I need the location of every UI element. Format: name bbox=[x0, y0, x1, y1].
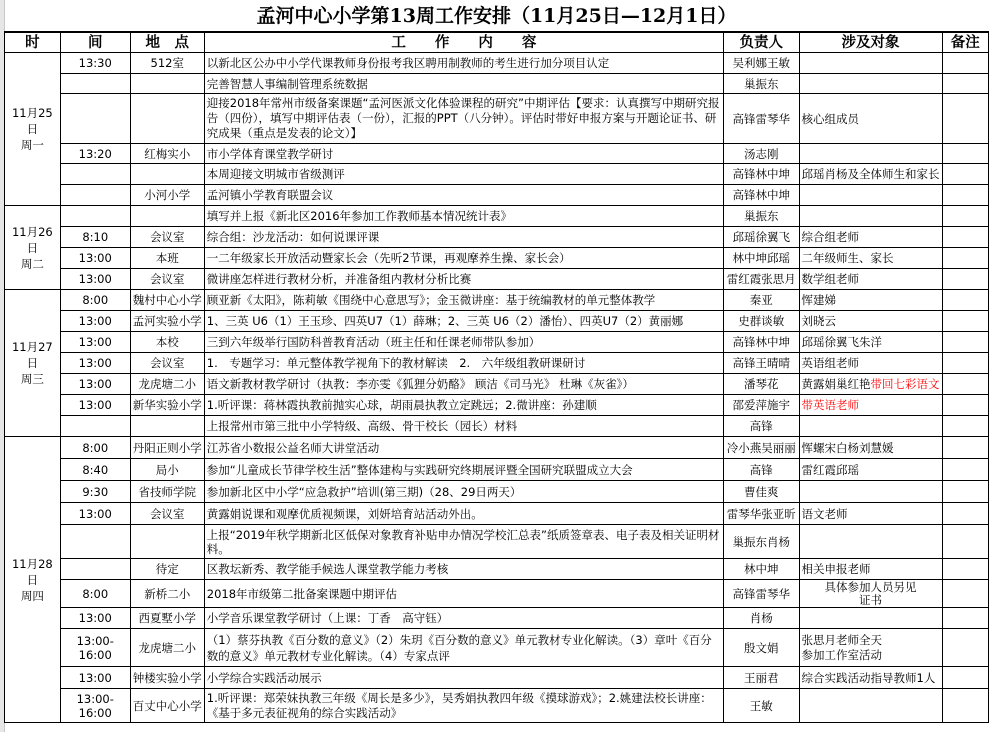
cell-person[interactable]: 林中坤 bbox=[723, 559, 799, 580]
cell-target-text: 黄露娟巢红艳 bbox=[801, 377, 871, 391]
cell-place[interactable] bbox=[130, 416, 204, 437]
day-date: 11月25日 bbox=[11, 106, 53, 136]
cell-note[interactable] bbox=[942, 525, 988, 559]
cell-content[interactable]: 语文新教材教学研讨（执教：李亦雯《狐狸分奶酪》 顾洁《司马光》 杜琳《灰雀》） bbox=[204, 374, 723, 395]
day-weekday: 周四 bbox=[20, 588, 44, 603]
cell-person[interactable]: 高锋 bbox=[723, 416, 799, 437]
cell-note[interactable] bbox=[942, 206, 988, 227]
cell-person[interactable]: 高锋林中坤 bbox=[723, 185, 799, 206]
day-date: 11月28日 bbox=[11, 556, 53, 587]
cell-time[interactable]: 8:00 bbox=[60, 437, 130, 459]
cell-time[interactable] bbox=[60, 164, 130, 185]
cell-target[interactable]: 综合组老师 bbox=[799, 227, 942, 248]
cell-place[interactable]: 会议室 bbox=[130, 227, 204, 248]
cell-time[interactable]: 13:00 bbox=[60, 608, 130, 629]
cell-time[interactable] bbox=[60, 525, 130, 559]
table-row bbox=[5, 227, 989, 248]
cell-content[interactable]: 2018年市级第二批备案课题中期评估 bbox=[204, 580, 723, 608]
cell-content[interactable]: 市小学体育课堂教学研讨 bbox=[204, 144, 723, 164]
cell-note[interactable] bbox=[942, 395, 988, 416]
cell-note[interactable] bbox=[942, 53, 988, 74]
cell-content[interactable]: 小学综合实践活动展示 bbox=[204, 667, 723, 689]
cell-time[interactable]: 8:40 bbox=[60, 459, 130, 481]
cell-target[interactable]: 相关申报老师 bbox=[799, 559, 942, 580]
cell-person[interactable]: 高锋林中坤 bbox=[723, 164, 799, 185]
cell-place[interactable]: 本班 bbox=[130, 248, 204, 269]
day-weekday: 周二 bbox=[20, 256, 44, 271]
cell-time[interactable]: 13:20 bbox=[60, 144, 130, 164]
cell-content[interactable]: 1、三英 U6（1）王玉珍、四英U7（1）薛琳；2、三英 U6（2）潘怡）、四英U7（2）黄丽娜 bbox=[204, 311, 723, 332]
cell-note[interactable] bbox=[942, 416, 988, 437]
header-time-1[interactable]: 时 bbox=[5, 33, 61, 53]
cell-note[interactable] bbox=[942, 164, 988, 185]
table-row bbox=[5, 206, 989, 227]
table-row bbox=[5, 481, 989, 503]
cell-target[interactable]: 恽螺宋白杨刘慧媛 bbox=[799, 437, 942, 459]
cell-place[interactable]: 新桥二小 bbox=[130, 580, 204, 608]
cell-place[interactable]: 钟楼实验小学 bbox=[130, 667, 204, 689]
cell-note[interactable] bbox=[942, 559, 988, 580]
cell-time[interactable] bbox=[60, 74, 130, 94]
cell-content[interactable]: 江苏省小数报公益名师大讲堂活动 bbox=[204, 437, 723, 459]
cell-content[interactable]: 顾亚新《太阳》，陈莉敏《围绕中心意思写》；金玉微讲座：基于统编教材的单元整体教学 bbox=[204, 290, 723, 311]
table-row bbox=[5, 459, 989, 481]
cell-place[interactable]: 新华实验小学 bbox=[130, 395, 204, 416]
cell-person[interactable]: 潘琴花 bbox=[723, 374, 799, 395]
header-row bbox=[5, 33, 989, 53]
cell-place[interactable]: 本校 bbox=[130, 332, 204, 353]
cell-time[interactable]: 8:00 bbox=[60, 580, 130, 608]
cell-place[interactable]: 龙虎塘二小 bbox=[130, 374, 204, 395]
cell-time[interactable] bbox=[60, 559, 130, 580]
cell-time[interactable]: 9:30 bbox=[60, 481, 130, 503]
table-row bbox=[5, 248, 989, 269]
cell-note[interactable] bbox=[942, 667, 988, 689]
table-row bbox=[5, 164, 989, 185]
cell-person[interactable]: 王丽君 bbox=[723, 667, 799, 689]
cell-target[interactable] bbox=[799, 374, 942, 395]
cell-content[interactable]: 迎接2018年常州市级备案课题“孟河医派文化体验课程的研究”中期评估【要求：认真撰写中期研究报告（四份），填写中期评估表（一份），汇报的PPT（八分钟）。评估时带好申报方案与开题论证书、研究成果（重点是发表的论文）】 bbox=[204, 94, 723, 144]
cell-target[interactable] bbox=[799, 416, 942, 437]
cell-person[interactable]: 雷琴华张亚昕 bbox=[723, 503, 799, 525]
cell-target[interactable] bbox=[799, 53, 942, 74]
cell-time[interactable]: 13:00 bbox=[60, 248, 130, 269]
day-cell-tuesday[interactable] bbox=[5, 206, 61, 290]
cell-time[interactable]: 13:00- 16:00 bbox=[60, 629, 130, 667]
table-row bbox=[5, 395, 989, 416]
cell-target[interactable] bbox=[799, 525, 942, 559]
cell-content[interactable]: 孟河镇小学教育联盟会议 bbox=[204, 185, 723, 206]
cell-content[interactable]: 1.听评课：郑荣妹执教三年级《周长是多少》，吴秀娟执教四年级《摸球游戏》；2.姚建法校长讲座：《基于多元表征视角的综合实践活动》 bbox=[204, 689, 723, 723]
cell-target[interactable]: 刘晓云 bbox=[799, 311, 942, 332]
cell-note[interactable] bbox=[942, 290, 988, 311]
cell-note[interactable] bbox=[942, 629, 988, 667]
cell-time[interactable]: 13:00- 16:00 bbox=[60, 689, 130, 723]
cell-time[interactable]: 13:00 bbox=[60, 395, 130, 416]
table-row bbox=[5, 437, 989, 459]
cell-note[interactable] bbox=[942, 74, 988, 94]
cell-note[interactable] bbox=[942, 437, 988, 459]
cell-person[interactable]: 高锋 bbox=[723, 459, 799, 481]
cell-content[interactable]: 区教坛新秀、教学能手候选人课堂教学能力考核 bbox=[204, 559, 723, 580]
cell-person[interactable]: 殷文娟 bbox=[723, 629, 799, 667]
cell-time[interactable]: 13:00 bbox=[60, 667, 130, 689]
table-row bbox=[5, 689, 989, 723]
cell-note[interactable] bbox=[942, 580, 988, 608]
day-weekday: 周一 bbox=[20, 138, 44, 152]
cell-target[interactable]: 数学组老师 bbox=[799, 269, 942, 290]
cell-place[interactable]: 局小 bbox=[130, 459, 204, 481]
cell-time[interactable] bbox=[60, 206, 130, 227]
cell-person[interactable]: 高锋林中坤 bbox=[723, 332, 799, 353]
cell-place[interactable]: 西夏墅小学 bbox=[130, 608, 204, 629]
table-row bbox=[5, 629, 989, 667]
cell-time[interactable]: 8:10 bbox=[60, 227, 130, 248]
cell-time[interactable] bbox=[60, 416, 130, 437]
cell-note[interactable] bbox=[942, 144, 988, 164]
cell-time[interactable]: 13:00 bbox=[60, 374, 130, 395]
cell-target[interactable] bbox=[799, 395, 942, 416]
cell-place[interactable]: 龙虎塘二小 bbox=[130, 629, 204, 667]
cell-place[interactable] bbox=[130, 164, 204, 185]
cell-target[interactable] bbox=[799, 185, 942, 206]
cell-target[interactable]: 雷红霞邱瑶 bbox=[799, 459, 942, 481]
cell-person[interactable]: 高锋雷琴华 bbox=[723, 580, 799, 608]
table-row bbox=[5, 525, 989, 559]
cell-target[interactable]: 语文老师 bbox=[799, 503, 942, 525]
cell-note[interactable] bbox=[942, 503, 988, 525]
cell-note[interactable] bbox=[942, 185, 988, 206]
day-date: 11月27日 bbox=[11, 340, 53, 370]
cell-place[interactable]: 会议室 bbox=[130, 503, 204, 525]
table-row bbox=[5, 580, 989, 608]
cell-target[interactable]: 具体参加人员另见 证书 bbox=[799, 580, 942, 608]
cell-person[interactable]: 雷红霞张思月 bbox=[723, 269, 799, 290]
table-row bbox=[5, 185, 989, 206]
table-row bbox=[5, 353, 989, 374]
cell-person[interactable]: 邵爱萍施宇 bbox=[723, 395, 799, 416]
cell-person[interactable]: 巢振东肖杨 bbox=[723, 525, 799, 559]
cell-content[interactable]: 小学音乐课堂教学研讨（上课：丁香 高守钰） bbox=[204, 608, 723, 629]
cell-time[interactable]: 13:00 bbox=[60, 269, 130, 290]
cell-time[interactable]: 8:00 bbox=[60, 290, 130, 311]
cell-note[interactable] bbox=[942, 374, 988, 395]
day-cell-wednesday[interactable] bbox=[5, 290, 61, 437]
cell-target[interactable] bbox=[799, 206, 942, 227]
cell-time[interactable] bbox=[60, 94, 130, 144]
cell-content[interactable]: 三到六年级举行国防科普教育活动（班主任和任课老师带队参加） bbox=[204, 332, 723, 353]
schedule-title: 孟河中心小学第13周工作安排（11月25日—12月1日） bbox=[4, 0, 989, 32]
cell-target[interactable]: 核心组成员 bbox=[799, 94, 942, 144]
cell-person[interactable]: 邱瑶徐翼飞 bbox=[723, 227, 799, 248]
cell-target-red-note: 带英语老师 bbox=[801, 398, 860, 412]
cell-content[interactable]: 填写并上报《新北区2016年参加工作教师基本情况统计表》 bbox=[204, 206, 723, 227]
cell-content[interactable]: 参加“儿童成长节律学校生活”整体建构与实践研究终期展评暨全国研究联盟成立大会 bbox=[204, 459, 723, 481]
cell-note[interactable] bbox=[942, 481, 988, 503]
cell-person[interactable]: 汤志刚 bbox=[723, 144, 799, 164]
cell-time[interactable]: 13:00 bbox=[60, 311, 130, 332]
cell-place[interactable]: 会议室 bbox=[130, 269, 204, 290]
cell-content[interactable]: 上报常州市第三批中小学特级、高级、骨干校长（园长）材料 bbox=[204, 416, 723, 437]
cell-time[interactable]: 13:00 bbox=[60, 332, 130, 353]
cell-target[interactable]: 邱瑶徐翼飞朱洋 bbox=[799, 332, 942, 353]
table-row bbox=[5, 559, 989, 580]
header-person[interactable]: 负责人 bbox=[723, 33, 799, 53]
cell-content[interactable]: 1. 专题学习：单元整体教学视角下的教材解读 2. 六年级组教研课研讨 bbox=[204, 353, 723, 374]
cell-content[interactable]: 黄露娟说课和观摩优质视频课，刘妍培育站活动外出。 bbox=[204, 503, 723, 525]
cell-place[interactable]: 待定 bbox=[130, 559, 204, 580]
table-row bbox=[5, 94, 989, 144]
table-row bbox=[5, 144, 989, 164]
header-place[interactable]: 地 点 bbox=[130, 33, 204, 53]
header-note[interactable]: 备注 bbox=[942, 33, 988, 53]
table-row bbox=[5, 667, 989, 689]
cell-target[interactable]: 英语组老师 bbox=[799, 353, 942, 374]
cell-place[interactable]: 丹阳正则小学 bbox=[130, 437, 204, 459]
cell-target[interactable] bbox=[799, 74, 942, 94]
cell-target[interactable]: 张思月老师全天 参加工作室活动 bbox=[799, 629, 942, 667]
table-row bbox=[5, 311, 989, 332]
cell-person[interactable]: 肖杨 bbox=[723, 608, 799, 629]
cell-content[interactable]: 本周迎接文明城市省级测评 bbox=[204, 164, 723, 185]
table-row bbox=[5, 290, 989, 311]
cell-note[interactable] bbox=[942, 459, 988, 481]
table-row bbox=[5, 416, 989, 437]
cell-person[interactable]: 高锋雷琴华 bbox=[723, 94, 799, 144]
cell-target[interactable] bbox=[799, 689, 942, 723]
cell-target[interactable]: 邱瑶肖杨及全体师生和家长 bbox=[799, 164, 942, 185]
cell-target-red-note: 带回七彩语文 bbox=[870, 377, 940, 391]
cell-note[interactable] bbox=[942, 353, 988, 374]
table-row bbox=[5, 374, 989, 395]
cell-content[interactable]: 完善智慧人事编制管理系统数据 bbox=[204, 74, 723, 94]
cell-person[interactable]: 秦亚 bbox=[723, 290, 799, 311]
cell-place[interactable] bbox=[130, 206, 204, 227]
cell-place[interactable]: 512室 bbox=[130, 53, 204, 74]
table-row bbox=[5, 53, 989, 74]
cell-person[interactable]: 吴利娜王敏 bbox=[723, 53, 799, 74]
day-weekday: 周三 bbox=[20, 372, 44, 386]
cell-person[interactable]: 冷小燕吴丽丽 bbox=[723, 437, 799, 459]
cell-note[interactable] bbox=[942, 94, 988, 144]
cell-content[interactable]: 以新北区公办中小学代课教师身份报考我区聘用制教师的考生进行加分项目认定 bbox=[204, 53, 723, 74]
cell-note[interactable] bbox=[942, 689, 988, 723]
cell-target[interactable]: 二年级师生、家长 bbox=[799, 248, 942, 269]
cell-place[interactable]: 红梅实小 bbox=[130, 144, 204, 164]
cell-place[interactable]: 孟河实验小学 bbox=[130, 311, 204, 332]
header-content[interactable]: 工 作 内 容 bbox=[204, 33, 723, 53]
table-row bbox=[5, 608, 989, 629]
cell-place[interactable] bbox=[130, 74, 204, 94]
cell-place[interactable]: 百丈中心小学 bbox=[130, 689, 204, 723]
header-target[interactable]: 涉及对象 bbox=[799, 33, 942, 53]
cell-note[interactable] bbox=[942, 248, 988, 269]
cell-person[interactable]: 王敏 bbox=[723, 689, 799, 723]
cell-place[interactable] bbox=[130, 94, 204, 144]
table-row bbox=[5, 332, 989, 353]
cell-target[interactable]: 综合实践活动指导教师1人 bbox=[799, 667, 942, 689]
cell-place[interactable]: 魏村中心小学 bbox=[130, 290, 204, 311]
cell-content[interactable]: 上报“2019年秋学期新北区低保对象教育补贴申办情况学校汇总表”纸质签章表、电子表及相关证明材料。 bbox=[204, 525, 723, 559]
cell-place[interactable] bbox=[130, 525, 204, 559]
cell-target[interactable] bbox=[799, 608, 942, 629]
cell-place[interactable]: 省技师学院 bbox=[130, 481, 204, 503]
cell-content[interactable]: 微讲座怎样进行教材分析，并准备组内教材分析比赛 bbox=[204, 269, 723, 290]
table-row bbox=[5, 74, 989, 94]
cell-place[interactable]: 小河小学 bbox=[130, 185, 204, 206]
cell-note[interactable] bbox=[942, 332, 988, 353]
cell-content[interactable]: 1.听评课：蒋林霞执教前抛实心球，胡雨晨执教立定跳远；2.微讲座：孙建顺 bbox=[204, 395, 723, 416]
schedule-table bbox=[4, 32, 989, 723]
cell-target[interactable] bbox=[799, 481, 942, 503]
cell-content[interactable]: 一二年级家长开放活动暨家长会（先听2节课，再观摩养生操、家长会） bbox=[204, 248, 723, 269]
cell-note[interactable] bbox=[942, 311, 988, 332]
cell-time[interactable]: 13:00 bbox=[60, 353, 130, 374]
day-cell-monday[interactable] bbox=[5, 53, 61, 206]
day-cell-thursday[interactable] bbox=[5, 437, 61, 723]
cell-person[interactable]: 史群谈敏 bbox=[723, 311, 799, 332]
cell-content[interactable]: 综合组：沙龙活动：如何说课评课 bbox=[204, 227, 723, 248]
cell-time[interactable]: 13:00 bbox=[60, 503, 130, 525]
cell-person[interactable]: 林中坤邱瑶 bbox=[723, 248, 799, 269]
cell-time[interactable]: 13:30 bbox=[60, 53, 130, 74]
cell-time[interactable] bbox=[60, 185, 130, 206]
header-time-2[interactable]: 间 bbox=[60, 33, 130, 53]
cell-person[interactable]: 曹佳爽 bbox=[723, 481, 799, 503]
cell-note[interactable] bbox=[942, 227, 988, 248]
cell-person[interactable]: 巢振东 bbox=[723, 74, 799, 94]
day-date: 11月26日 bbox=[11, 224, 53, 255]
table-row bbox=[5, 503, 989, 525]
cell-note[interactable] bbox=[942, 608, 988, 629]
cell-target[interactable]: 恽建娣 bbox=[799, 290, 942, 311]
cell-person[interactable]: 高锋王晴晴 bbox=[723, 353, 799, 374]
cell-person[interactable]: 巢振东 bbox=[723, 206, 799, 227]
cell-content[interactable]: （1）蔡芬执教《百分数的意义》（2）朱玥《百分数的意义》单元教材专业化解读。（3）章叶《百分数的意义》单元教材专业化解读。（4）专家点评 bbox=[204, 629, 723, 667]
table-row bbox=[5, 269, 989, 290]
cell-note[interactable] bbox=[942, 269, 988, 290]
cell-place[interactable]: 会议室 bbox=[130, 353, 204, 374]
cell-target[interactable] bbox=[799, 144, 942, 164]
cell-content[interactable]: 参加新北区中小学“应急救护”培训(第三期)（28、29日两天） bbox=[204, 481, 723, 503]
